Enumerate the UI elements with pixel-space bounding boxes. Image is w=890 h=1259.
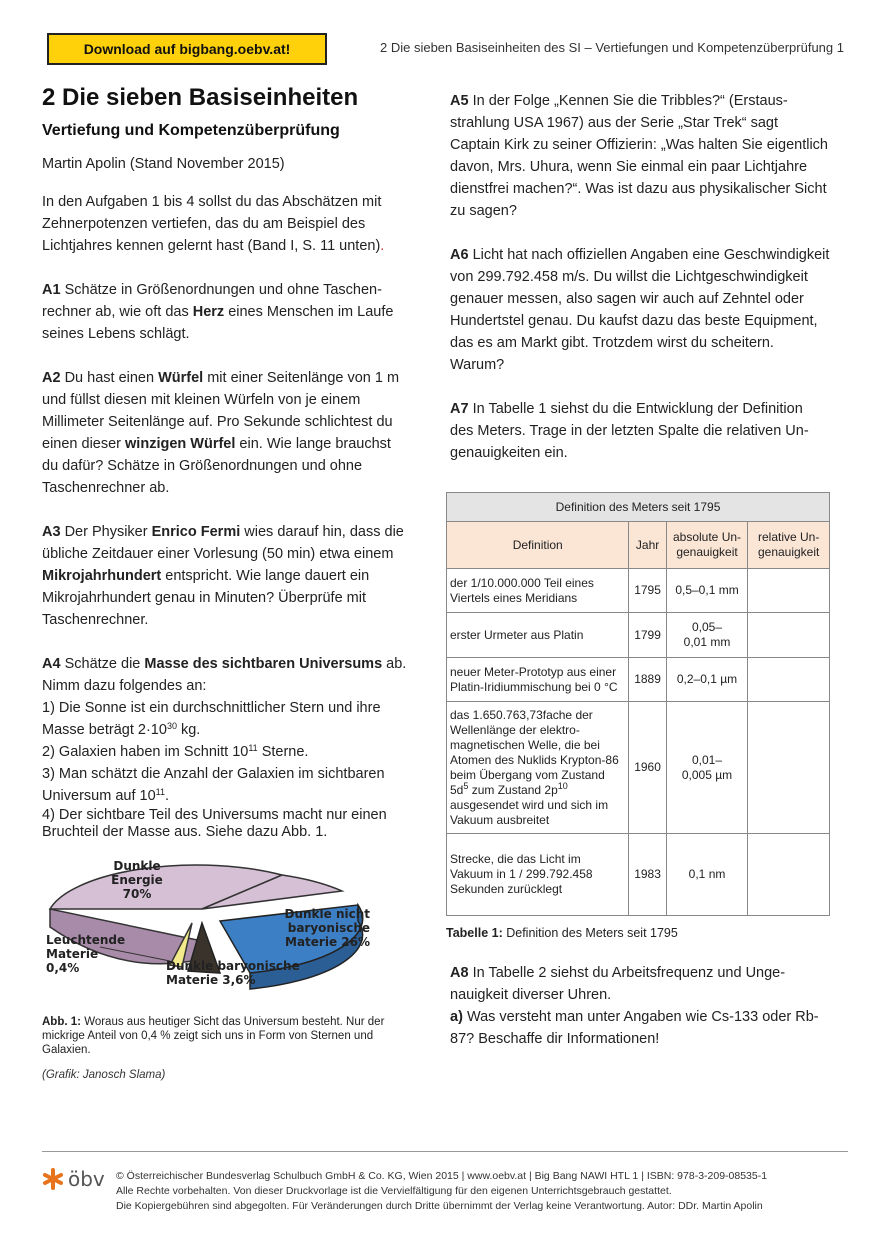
task-a3: A3 Der Physiker Enrico Fermi wies darauf hin, dass die übliche Zeitdauer einer Vorlesung (50 min) etwa einem Mikrojahrhundert entspricht. Wie lange dauert ein Mikrojahrhundert genau in Minuten? Überprüfe mit Taschenrechner. [42,524,404,628]
cell-year: 1983 [629,834,666,916]
a4-item-4: 4) Der sichtbare Teil des Universums macht nur einen Bruchteil der Masse aus. Siehe dazu Abb. 1. [42,807,387,840]
author-line: Martin Apolin (Stand November 2015) [42,156,285,172]
publisher-brand: öbv [68,1167,105,1191]
cell-year: 1799 [629,613,666,658]
a4-item-3: 3) Man schätzt die Anzahl der Galaxien im sichtbaren Universum auf $10^{11}$. [42,766,385,804]
page-title: 2 Die sieben Basiseinheiten [42,84,359,111]
cell-absolute: 0,2–0,1 µm [666,658,748,702]
cell-definition: erster Urmeter aus Platin [447,613,629,658]
download-button[interactable]: Download auf bigbang.oebv.at! [47,33,327,65]
cell-definition: Strecke, die das Licht im Vakuum in 1 / 299.792.458 Sekunden zurücklegt [447,834,629,916]
task-a1: A1 Schätze in Größenordnungen und ohne Taschenrechner ab, wie oft das Herz eines Menschen im Laufe seines Lebens schlägt. [42,282,394,342]
cell-absolute: 0,5–0,1 mm [666,569,748,613]
task-a5: A5 In der Folge „Kennen Sie die Tribbles?“ (Erstausstrahlung USA 1967) aus der Serie „Star Trek“ sagt Captain Kirk zu seiner Offizierin: „Was halten Sie eigentlich davon, Mrs. Uhura, wenn Sie einmal ein paar Lichtjahre dienstfrei machen?“. Was ist dazu aus physikalischer Sicht zu sagen? [450,93,828,219]
footer-copyright [116,1169,856,1214]
star-icon [42,1168,64,1190]
universe-pie-figure [42,851,372,1011]
task-a8-sub: a) Was versteht man unter Angaben wie Cs-133 oder Rb-87? Beschaffe dir Informationen! [450,1009,819,1047]
label-dark-energy: Dunkle Energie 70% [111,859,163,901]
table-caption-row: Definition des Meters seit 1795 [447,493,830,522]
label-dark-baryonic: Dunkle baryonische Materie 3,6% [166,959,300,987]
cell-absolute: 0,1 nm [666,834,748,916]
page-subtitle: Vertiefung und Kompetenzüberprüfung [42,122,340,139]
col-header-year: Jahr [629,522,666,569]
meter-definition-table [446,492,830,916]
footer-divider [42,1151,848,1152]
cell-year: 1795 [629,569,666,613]
table-row [447,569,830,613]
cell-year: 1960 [629,702,666,834]
cell-relative[interactable] [748,613,830,658]
cell-relative[interactable] [748,658,830,702]
task-a2: A2 Du hast einen Würfel mit einer Seitenlänge von 1 m und füllst diesen mit kleinen Würfeln von je einem Millimeter Seitenlänge auf. Pro Sekunde schlichtest du einen dieser winzigen Würfel ein. Wie lange brauchst du dafür? Schätze in Größenordnungen und ohne Taschenrechner ab. [42,370,400,496]
right-column [450,90,830,464]
publisher-logo [42,1167,105,1191]
cell-absolute: 0,05– 0,01 mm [666,613,748,658]
cell-relative[interactable] [748,569,830,613]
cell-definition: das 1.650.763,73fache der Wellenlänge der elektromagnetischen Welle, die bei Atomen des Nuklids Krypton-86 beim Übergang vom Zustand $5d^5$ zum Zustand $2p^{10}$ ausgesendet wird und sich im Vakuum ausbreitet [447,702,629,834]
footer-line-1: © Österreichischer Bundesverlag Schulbuch GmbH & Co. KG, Wien 2015 | www.oebv.at | Big Bang NAWI HTL 1 | ISBN: 978-3-209-08535-1 [116,1170,768,1182]
meter-definition-table-wrap [446,492,830,940]
a4-item-2: 2) Galaxien haben im Schnitt $10^{11}$ Sterne. [42,743,309,760]
cell-relative[interactable] [748,834,830,916]
table-row [447,658,830,702]
cell-absolute: 0,01– 0,005 µm [666,702,748,834]
table-row [447,834,830,916]
label-luminous: Leuchtende Materie 0,4% [46,933,126,975]
table-row [447,702,830,834]
task-a6: A6 Licht hat nach offiziellen Angaben eine Geschwindigkeit von 299.792.458 m/s. Du willst die Lichtgeschwindigkeit genauer messen, also sagen wir auch auf Zehntel oder Hundertstel genau. Du kaufst dazu das beste Equipment, das es am Markt gibt. Trotzdem wirst du scheitern. Warum? [450,247,830,373]
task-a8-block [450,962,830,1050]
left-column [42,83,410,1081]
task-a4: A4 Schätze die Masse des sichtbaren Universums ab. Nimm dazu folgendes an: [42,656,407,694]
intro-paragraph: In den Aufgaben 1 bis 4 sollst du das Abschätzen mit Zehnerpotenzen vertiefen, das du am Beispiel des Lichtjahres kennen gelernt hast (Band I, S. 11 unten). [42,194,385,254]
cell-relative[interactable] [748,702,830,834]
footer-line-2: Alle Rechte vorbehalten. Von dieser Druckvorlage ist die Vervielfältigung für den eigenen Unterrichtsgebrauch gestattet. [116,1185,672,1197]
col-header-definition: Definition [447,522,629,569]
label-dark-matter: Dunkle nicht baryonische Materie 26% [284,907,370,949]
a4-item-1: 1) Die Sonne ist ein durchschnittlicher Stern und ihre Masse beträgt $2\cdot 10^{30}$ kg. [42,700,381,738]
figure-caption: Abb. 1: Woraus aus heutiger Sicht das Universum besteht. Nur der mickrige Anteil von 0,4 % zeigt sich uns in Form von Sternen und Galaxien. [42,1016,385,1056]
table-figure-caption: Tabelle 1: Definition des Meters seit 1795 [446,926,678,940]
table-row [447,613,830,658]
cell-year: 1889 [629,658,666,702]
figure-credit: (Grafik: Janosch Slama) [42,1069,166,1081]
cell-definition: neuer Meter-Prototyp aus einer Platin-Iridiummischung bei 0 °C [447,658,629,702]
task-a8: A8 In Tabelle 2 siehst du Arbeitsfrequenz und Ungenauigkeit diverser Uhren. [450,965,786,1003]
col-header-absolute: absolute Ungenauigkeit [666,522,748,569]
task-a7: A7 In Tabelle 1 siehst du die Entwicklung der Definition des Meters. Trage in der letzten Spalte die relativen Ungenauigkeiten ein. [450,401,809,461]
footer-line-3: Die Kopiergebühren sind abgegolten. Für Veränderungen durch Dritte übernimmt der Verlag keine Verantwortung. Autor: DDr. Martin Apolin [116,1200,763,1212]
col-header-relative: relative Ungenauigkeit [748,522,830,569]
cell-definition: der 1/10.000.000 Teil eines Viertels eines Meridians [447,569,629,613]
running-head: 2 Die sieben Basiseinheiten des SI – Vertiefungen und Kompetenzüberprüfung 1 [380,40,844,55]
